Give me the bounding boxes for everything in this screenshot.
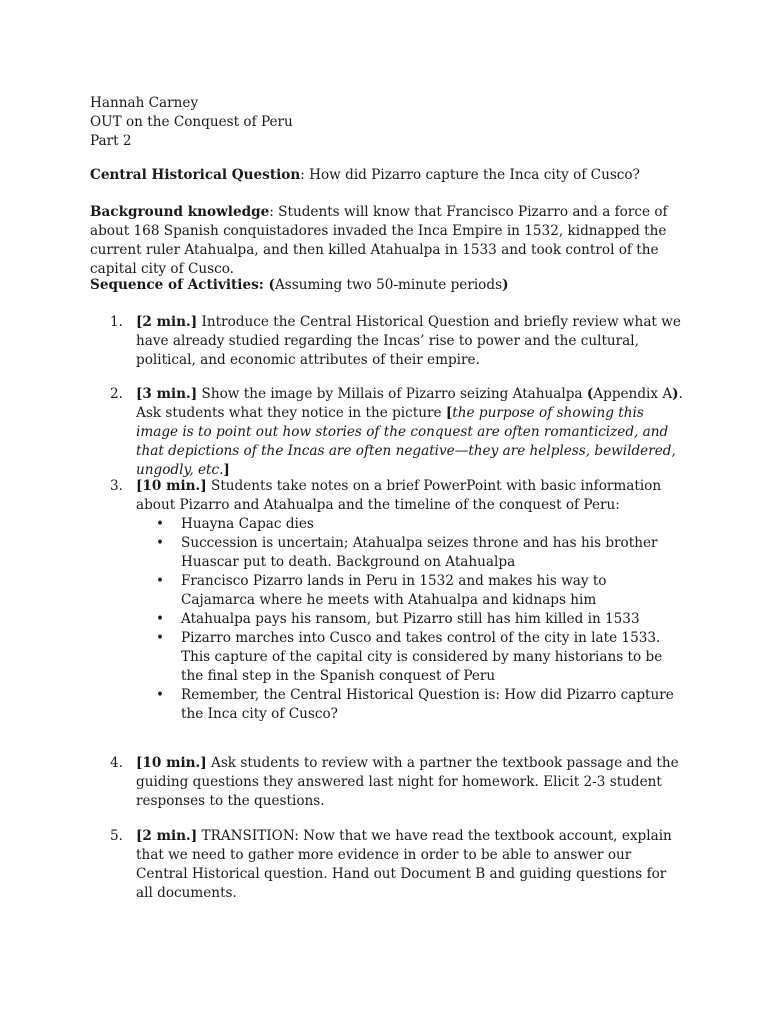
timeline-bullet xyxy=(136,610,684,629)
sequence-open-paren: ( xyxy=(268,277,275,293)
activity-body xyxy=(136,313,684,370)
timeline-bullet xyxy=(136,534,684,572)
activity-time: [2 min.] xyxy=(136,828,198,844)
appendix-reference: Appendix A xyxy=(593,386,673,402)
bullet-dot-icon: • xyxy=(156,687,165,703)
bracket-open: [ xyxy=(445,405,453,421)
activity-text: Show the image by Millais of Pizarro seizing Atahualpa xyxy=(197,386,587,402)
activity-time: [10 min.] xyxy=(136,478,207,494)
sequence-label: Sequence of Activities xyxy=(90,277,259,293)
timeline-bullet xyxy=(136,572,684,610)
paren-close: ) xyxy=(672,386,679,402)
activity-intro xyxy=(136,477,684,515)
sequence-note: Assuming two 50-minute periods xyxy=(274,277,503,293)
bracket-close: ] xyxy=(223,462,230,478)
central-question-text: : How did Pizarro capture the Inca city of Cusco? xyxy=(300,167,640,183)
activity-time: [3 min.] xyxy=(136,386,198,402)
activity-number: 5. xyxy=(110,828,123,844)
activity-number: 2. xyxy=(110,386,123,402)
bullet-dot-icon: • xyxy=(156,611,165,627)
activity-body xyxy=(136,385,684,480)
bullet-text: Francisco Pizarro lands in Peru in 1532 and makes his way to Cajamarca where he meets with Atahualpa and kidnaps him xyxy=(181,573,607,608)
activity-body xyxy=(136,754,684,811)
activity-body xyxy=(136,477,684,724)
activity-body xyxy=(136,827,684,903)
bullet-text: Pizarro marches into Cusco and takes control of the city in late 1533. This capture of the capital city is considered by many historians to be the final step in the Spanish conquest of Peru xyxy=(181,630,663,684)
document-title: OUT on the Conquest of Peru xyxy=(90,114,293,130)
bullet-dot-icon: • xyxy=(156,630,165,646)
timeline-bullet xyxy=(136,686,684,724)
paren-open: ( xyxy=(586,386,594,402)
activity-number: 4. xyxy=(110,755,123,771)
bullet-text: Succession is uncertain; Atahualpa seizes throne and has his brother Huascar put to death. Background on Atahualpa xyxy=(181,535,658,570)
timeline-bullet-list xyxy=(136,515,684,724)
background-label: Background knowledge xyxy=(90,204,270,220)
central-question-paragraph xyxy=(90,166,690,185)
bullet-text: Atahualpa pays his ransom, but Pizarro still has him killed in 1533 xyxy=(181,611,640,627)
activity-number: 1. xyxy=(110,314,123,330)
activity-text: Ask students to review with a partner the textbook passage and the guiding questions they answered last night for homework. Elicit 2-3 student responses to the questions. xyxy=(136,755,679,809)
bullet-dot-icon: • xyxy=(156,573,165,589)
activity-text: TRANSITION: Now that we have read the textbook account, explain that we need to gather more evidence in order to be able to answer our Central Historical question. Hand out Document B and guiding questions for all documents. xyxy=(136,828,672,901)
document-part: Part 2 xyxy=(90,133,132,149)
bullet-text: Remember, the Central Historical Question is: How did Pizarro capture the Inca city of Cusco? xyxy=(181,687,674,722)
activity-text: Introduce the Central Historical Question and briefly review what we have already studied regarding the Incas’ rise to power and the cultural, political, and economic attributes of their empire. xyxy=(136,314,681,368)
bullet-dot-icon: • xyxy=(156,535,165,551)
bullet-text: Huayna Capac dies xyxy=(181,516,314,532)
activity-text: Students take notes on a brief PowerPoint with basic information about Pizarro and Atahualpa and the timeline of the conquest of Peru: xyxy=(136,478,662,513)
activity-time: [2 min.] xyxy=(136,314,198,330)
activity-text-continued: . Ask students what they notice in the picture xyxy=(136,386,683,421)
central-question-label: Central Historical Question xyxy=(90,167,301,183)
activity-number: 3. xyxy=(110,478,123,494)
sequence-colon: : xyxy=(258,277,269,293)
document-header xyxy=(90,94,690,151)
background-text: : Students will know that Francisco Pizarro and a force of about 168 Spanish conquistadores invaded the Inca Empire in 1532, kidnapped the current ruler Atahualpa, and then killed Atahualpa in 1533 and took control of the capital city of Cusco. xyxy=(90,204,668,277)
author-name: Hannah Carney xyxy=(90,95,199,111)
background-paragraph xyxy=(90,203,670,279)
activity-time: [10 min.] xyxy=(136,755,207,771)
timeline-bullet xyxy=(136,629,684,686)
sequence-heading xyxy=(90,276,690,295)
bullet-dot-icon: • xyxy=(156,516,165,532)
sequence-close-paren: ) xyxy=(502,277,509,293)
timeline-bullet xyxy=(136,515,684,534)
teacher-note: the purpose of showing this image is to point out how stories of the conquest are often romanticized, and that depictions of the Incas are often negative—they are helpless, bewildered, ungodly, etc. xyxy=(136,405,676,478)
